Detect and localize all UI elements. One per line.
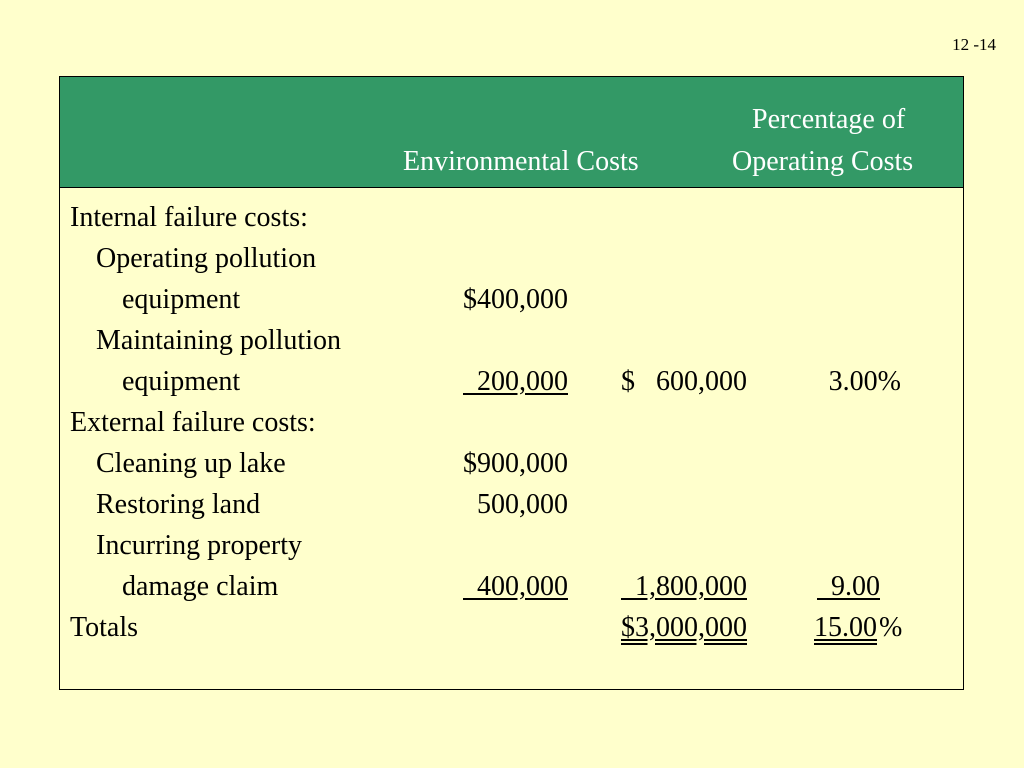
row-amount: $400,000 (463, 284, 568, 315)
row-percent-suffix: % (879, 612, 903, 643)
row-percent: 3.00% (828, 366, 901, 397)
row-label: Cleaning up lake (96, 448, 286, 479)
row-label: External failure costs: (70, 407, 316, 438)
row-amount: 500,000 (477, 489, 568, 520)
row-label: Restoring land (96, 489, 261, 520)
row-amount: 400,000 (463, 571, 568, 602)
row-label: equipment (122, 284, 241, 315)
row-label: Incurring property (96, 530, 303, 561)
row-label: Maintaining pollution (96, 325, 341, 356)
header-percentage-of: Percentage of (752, 104, 906, 135)
table-header (60, 77, 963, 188)
row-amount: $900,000 (463, 448, 568, 479)
row-percent: 15.00 (814, 612, 877, 643)
row-label: Internal failure costs: (70, 202, 308, 233)
header-environmental-costs: Environmental Costs (403, 146, 639, 177)
row-label: damage claim (122, 571, 279, 602)
row-label: Totals (70, 612, 139, 643)
row-label: Operating pollution (96, 243, 317, 274)
row-amount: 200,000 (463, 366, 568, 397)
row-label: equipment (122, 366, 241, 397)
row-subtotal: $3,000,000 (621, 612, 747, 643)
row-subtotal: 1,800,000 (621, 571, 747, 602)
row-percent: 9.00 (817, 571, 880, 602)
row-subtotal: $ 600,000 (621, 366, 747, 397)
header-operating-costs: Operating Costs (732, 146, 914, 177)
cost-table (59, 76, 964, 690)
slide-number: 12 -14 (952, 35, 996, 54)
